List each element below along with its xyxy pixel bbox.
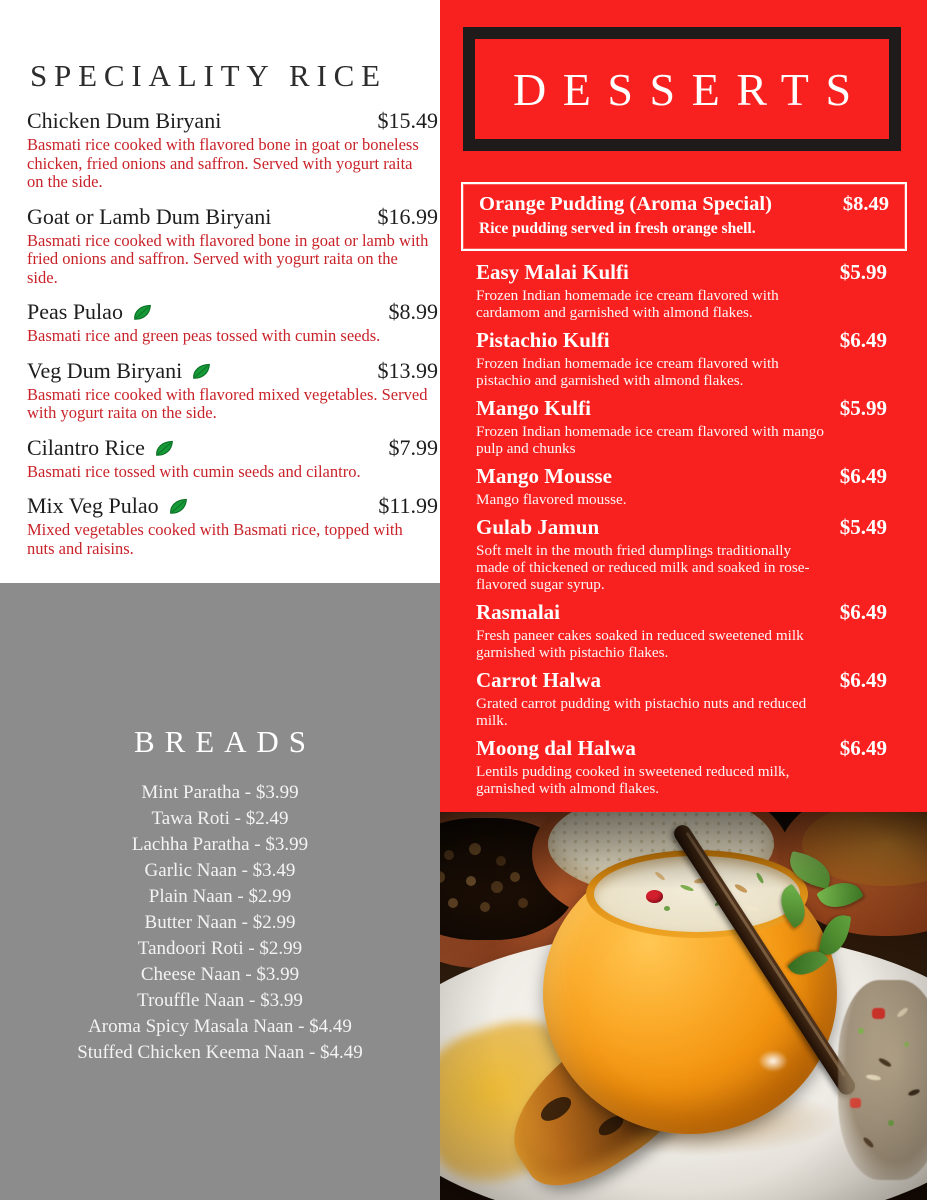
item-price: $7.99 xyxy=(388,434,438,460)
item-name: Peas Pulao xyxy=(27,299,123,324)
pistachio-sliver xyxy=(755,872,764,884)
item-name: Easy Malai Kulfi xyxy=(476,260,629,284)
bread-item: Plain Naan - $2.99 xyxy=(148,886,292,907)
menu-item xyxy=(476,668,887,729)
mint-leaf xyxy=(819,912,852,958)
item-price: $6.49 xyxy=(839,600,887,624)
veg-leaf-icon xyxy=(169,498,188,520)
bread-item: Cheese Naan - $3.99 xyxy=(140,964,300,985)
pomegranate-seed xyxy=(646,890,663,903)
item-name: Pistachio Kulfi xyxy=(476,328,610,352)
item-description: Fresh paneer cakes soaked in reduced sweetened milk garnished with pistachio flakes. xyxy=(476,627,804,661)
item-description: Mixed vegetables cooked with Basmati rice, topped with nuts and raisins. xyxy=(27,520,403,558)
item-description: Basmati rice and green peas tossed with cumin seeds. xyxy=(27,326,381,345)
item-price: $15.49 xyxy=(377,108,438,133)
item-price: $6.49 xyxy=(839,668,887,692)
mint-leaf xyxy=(772,884,813,929)
item-price: $13.99 xyxy=(377,357,438,383)
item-name: Gulab Jamun xyxy=(476,515,600,539)
item-price: $5.99 xyxy=(839,396,887,420)
crumble-bit xyxy=(878,1057,893,1068)
item-description: Frozen Indian homemade ice cream flavored with mango pulp and chunks xyxy=(476,423,824,457)
item-description: Frozen Indian homemade ice cream flavored with cardamom and garnished with almond flakes. xyxy=(476,287,779,321)
item-description: Soft melt in the mouth fried dumplings traditionally made of thickened or reduced milk and soaked in rose-flavored sugar syrup. xyxy=(476,542,810,593)
item-price: $11.99 xyxy=(378,493,438,518)
menu-item xyxy=(27,299,438,346)
crumble-bit xyxy=(908,1088,921,1097)
crumble-bit xyxy=(866,1074,882,1082)
bread-item: Garlic Naan - $3.49 xyxy=(144,860,296,881)
desserts-title: DESSERTS xyxy=(512,63,868,115)
item-name: Chicken Dum Biryani xyxy=(27,108,222,133)
bread-item: Stuffed Chicken Keema Naan - $4.49 xyxy=(77,1042,363,1063)
veg-leaf-icon xyxy=(133,304,152,326)
desserts-list xyxy=(476,260,887,804)
crumble-bit xyxy=(850,1098,861,1108)
item-price: $6.49 xyxy=(839,464,887,488)
menu-item xyxy=(27,358,438,423)
item-description: Frozen Indian homemade ice cream flavored with pistachio and garnished with almond flakes. xyxy=(476,355,779,389)
pistachio-bit xyxy=(664,906,670,911)
item-description: Rice pudding served in fresh orange shell. xyxy=(479,220,756,237)
menu-item xyxy=(27,493,438,558)
coconut-shred xyxy=(744,904,761,913)
item-description: Basmati rice cooked with flavored mixed vegetables. Served with yogurt raita on the side. xyxy=(27,384,428,422)
item-name: Moong dal Halwa xyxy=(476,736,636,760)
special-item-box xyxy=(461,182,907,251)
crumble-bit xyxy=(888,1120,894,1126)
light-reflection xyxy=(758,1050,788,1072)
breads-section xyxy=(0,583,440,1200)
veg-leaf-icon xyxy=(192,363,211,385)
orange-pudding-photo xyxy=(440,812,927,1200)
menu-item xyxy=(476,600,887,661)
crumble-bit xyxy=(862,1136,875,1149)
nut-crumble xyxy=(838,980,927,1180)
bread-item: Lachha Paratha - $3.99 xyxy=(131,834,309,855)
veg-leaf-icon xyxy=(155,440,174,462)
item-name: Mix Veg Pulao xyxy=(27,493,159,518)
desserts-section xyxy=(440,0,927,812)
item-price: $6.49 xyxy=(839,736,887,760)
item-description: Grated carrot pudding with pistachio nuts and reduced milk. xyxy=(476,695,807,729)
item-price: $5.99 xyxy=(839,260,887,284)
item-price: $5.49 xyxy=(839,515,887,539)
menu-item xyxy=(27,435,438,482)
menu-item xyxy=(476,736,887,797)
item-name: Goat or Lamb Dum Biryani xyxy=(27,203,272,229)
item-name: Rasmalai xyxy=(476,600,560,624)
menu-item xyxy=(476,464,887,508)
item-name: Veg Dum Biryani xyxy=(27,357,183,383)
item-name: Mango Kulfi xyxy=(476,396,591,420)
crumble-bit xyxy=(872,1008,885,1019)
almond-flake xyxy=(654,871,666,882)
menu-item xyxy=(476,328,887,389)
item-price: $8.99 xyxy=(388,299,438,324)
bread-item: Aroma Spicy Masala Naan - $4.49 xyxy=(88,1016,352,1037)
crumble-bit xyxy=(904,1042,909,1047)
bread-item: Tandoori Roti - $2.99 xyxy=(137,938,303,959)
menu-item xyxy=(476,515,887,593)
menu-item xyxy=(476,260,887,321)
crumble-bit xyxy=(858,1028,864,1034)
item-description: Basmati rice cooked with flavored bone in goat or lamb with fried onions and saffron. Served with yogurt raita on the side. xyxy=(27,230,429,287)
item-name: Orange Pudding (Aroma Special) xyxy=(479,193,772,215)
item-description: Basmati rice tossed with cumin seeds and cilantro. xyxy=(27,461,361,481)
bread-item: Trouffle Naan - $3.99 xyxy=(137,990,303,1011)
speciality-rice-title: SPECIALITY RICE xyxy=(30,58,387,93)
item-description: Lentils pudding cooked in sweetened reduced milk, garnished with almond flakes. xyxy=(476,763,790,797)
desserts-title-box xyxy=(463,27,901,151)
breads-title: BREADS xyxy=(134,724,316,759)
bread-item: Butter Naan - $2.99 xyxy=(144,912,296,933)
breads-list xyxy=(0,780,440,1066)
item-name: Cilantro Rice xyxy=(27,434,145,460)
crumble-bit xyxy=(896,1006,909,1018)
item-description: Mango flavored mousse. xyxy=(476,491,627,508)
almond-flake xyxy=(734,883,749,894)
bread-item: Mint Paratha - $3.99 xyxy=(141,782,299,803)
char-spot xyxy=(537,1092,575,1126)
speciality-rice-section xyxy=(27,108,438,570)
item-name: Carrot Halwa xyxy=(476,668,602,692)
menu-item xyxy=(27,204,438,288)
menu-item xyxy=(27,108,438,192)
bread-item: Tawa Roti - $2.49 xyxy=(151,808,289,829)
mint-leaf xyxy=(785,851,835,889)
pistachio-sliver xyxy=(680,884,695,893)
item-price: $6.49 xyxy=(839,328,887,352)
item-price: $16.99 xyxy=(377,203,438,229)
menu-item xyxy=(476,396,887,457)
item-description: Basmati rice cooked with flavored bone in goat or boneless chicken, fried onions and saffron. Served with yogurt raita on the side. xyxy=(27,135,419,191)
mint-garnish xyxy=(770,856,870,996)
item-name: Mango Mousse xyxy=(476,464,612,488)
item-price: $8.49 xyxy=(842,193,889,215)
